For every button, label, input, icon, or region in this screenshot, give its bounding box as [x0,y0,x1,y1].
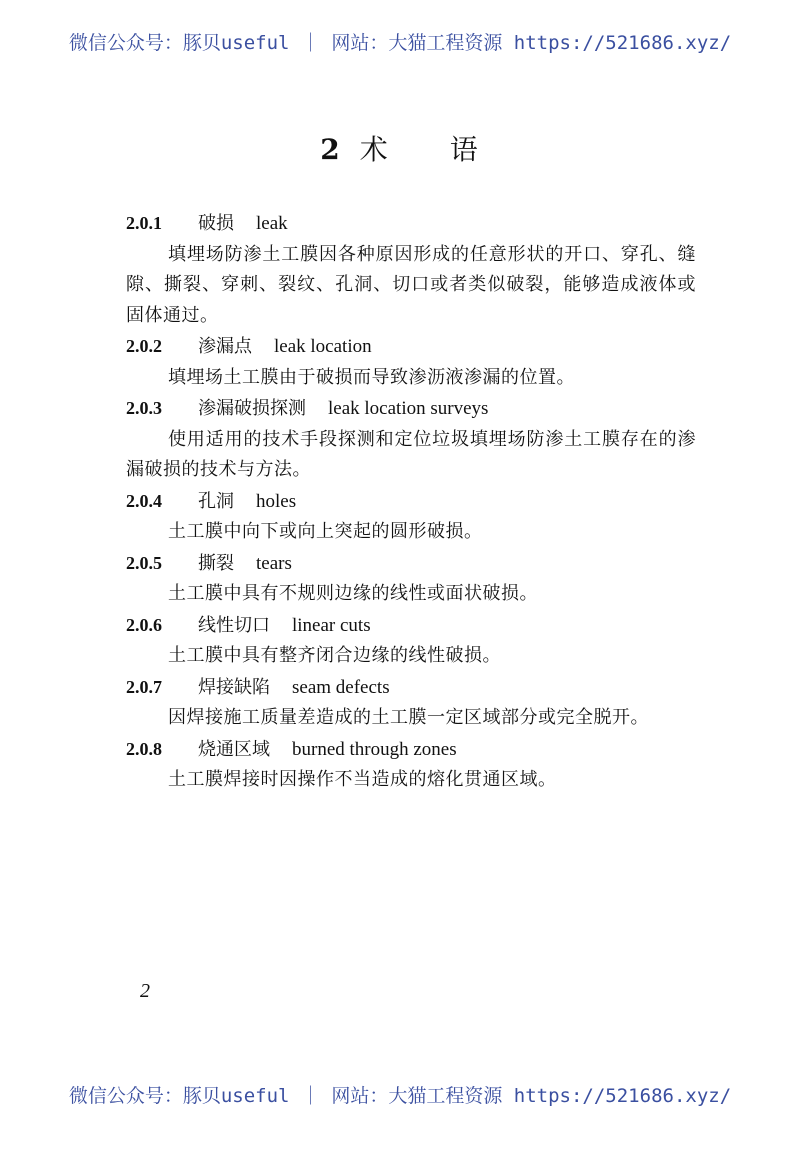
term-chinese: 渗漏破损探测 [198,398,306,419]
watermark-top: 微信公众号：豚贝useful ｜ 网站：大猫工程资源 https://521686.xyz/ [68,32,732,54]
term-heading [126,208,696,240]
term-definition: 填埋场土工膜由于破损而导致渗沥液渗漏的位置。 [168,366,575,388]
terms-list [126,208,696,796]
term-chinese: 撕裂 [198,552,234,574]
term-chinese: 线性切口 [198,614,270,636]
term-heading [126,672,696,704]
term-heading [126,393,696,425]
term-chinese: 渗漏点 [198,336,252,357]
term-english: burned through zones [292,738,457,760]
term-definition: 使用适用的技术手段探测和定位垃圾填埋场防渗土工膜存在的渗漏破损的技术与方法。 [126,428,696,480]
term-chinese: 破损 [198,213,234,234]
chapter-title [0,128,800,168]
term-english: leak location [274,336,372,357]
term-definition: 填埋场防渗土工膜因各种原因形成的任意形状的开口、穿孔、缝隙、撕裂、穿刺、裂纹、孔洞、切口或者类似破裂，能够造成液体或固体通过。 [126,243,696,326]
page-number: 2 [140,980,150,1002]
term-entry [126,548,696,610]
term-english: tears [256,552,292,574]
term-entry [126,208,696,331]
chapter-number: 2 [320,133,342,166]
term-number: 2.0.3 [126,398,162,418]
term-number: 2.0.8 [126,738,162,759]
term-entry [126,734,696,796]
term-english: linear cuts [292,614,371,636]
term-definition: 土工膜中具有整齐闭合边缘的线性破损。 [168,645,501,666]
term-number: 2.0.7 [126,676,162,697]
term-english: leak location surveys [328,398,489,419]
term-number: 2.0.5 [126,552,162,573]
term-heading [126,610,696,642]
term-entry [126,331,696,393]
term-english: leak [256,213,288,234]
term-number: 2.0.1 [126,213,162,233]
term-entry [126,393,696,486]
term-definition: 土工膜中向下或向上突起的圆形破损。 [168,521,483,542]
chapter-title-word-2: 语 [449,133,480,166]
term-entry [126,486,696,548]
term-english: holes [256,490,297,512]
chapter-title-word-1: 术 [359,133,390,166]
term-heading [126,548,696,580]
term-definition: 土工膜中具有不规则边缘的线性或面状破损。 [168,583,538,604]
term-heading [126,734,696,766]
term-english: seam defects [292,676,390,698]
term-number: 2.0.4 [126,490,162,511]
term-number: 2.0.6 [126,614,162,635]
term-number: 2.0.2 [126,336,162,356]
term-chinese: 孔洞 [198,490,234,512]
term-heading [126,331,696,363]
term-heading [126,486,696,518]
watermark-bottom: 微信公众号：豚贝useful ｜ 网站：大猫工程资源 https://521686.xyz/ [68,1085,732,1107]
term-definition: 土工膜焊接时因操作不当造成的熔化贯通区域。 [168,769,557,790]
term-chinese: 焊接缺陷 [198,676,270,698]
term-entry [126,672,696,734]
term-entry [126,610,696,672]
term-definition: 因焊接施工质量差造成的土工膜一定区域部分或完全脱开。 [168,707,649,728]
term-chinese: 烧通区域 [198,738,270,760]
